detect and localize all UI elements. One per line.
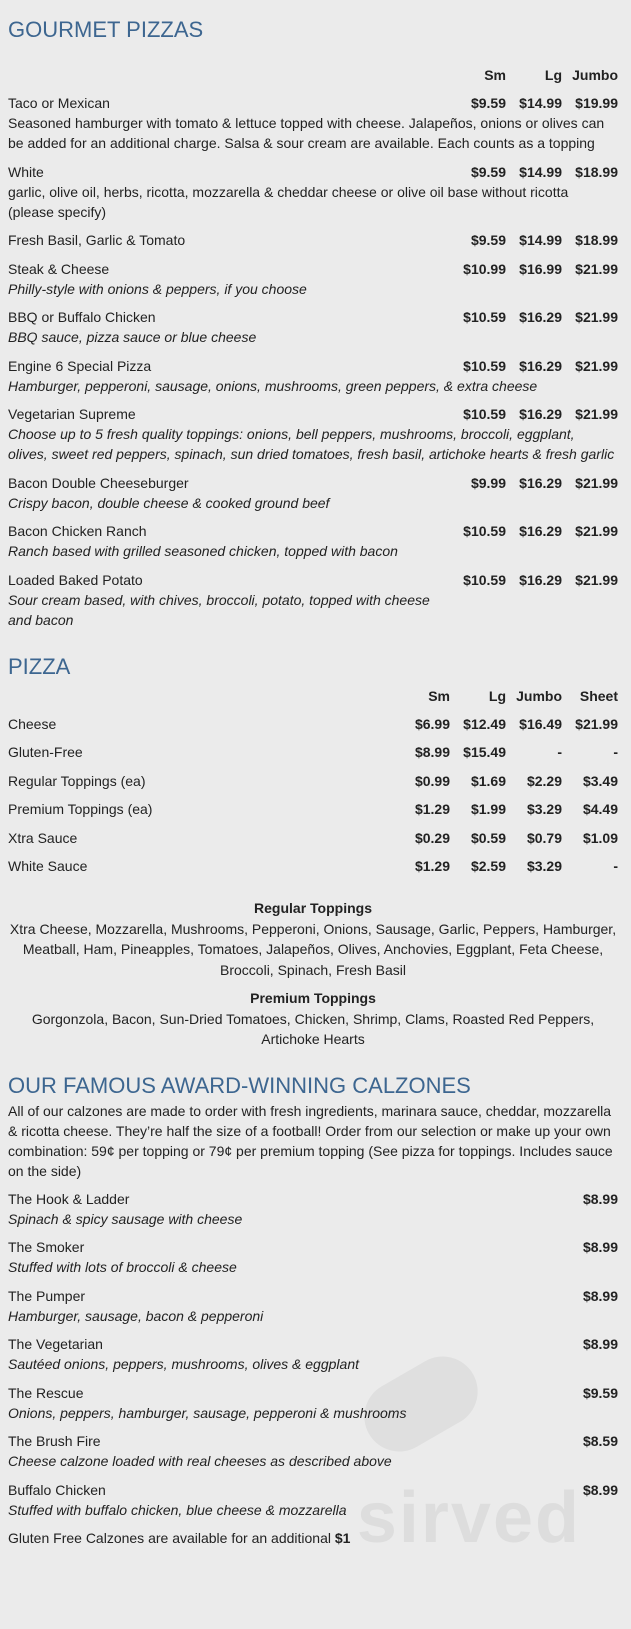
menu-item [8,473,618,513]
item-name: The Hook & Ladder [8,1190,130,1207]
item-description: Onions, peppers, hamburger, sausage, pepperoni & mushrooms [8,1404,407,1421]
item-row [8,799,618,819]
col-sheet: Sheet [579,687,618,704]
item-price: $1.09 [582,829,618,846]
item-price: $8.99 [582,1190,618,1207]
item-price: $16.29 [519,523,562,539]
menu-item [8,521,618,561]
item-row [8,230,618,250]
item-price: $8.99 [414,744,450,760]
item-row [8,771,618,791]
col-lg: Lg [488,687,506,704]
item-price: $21.99 [575,309,618,325]
item-price: $15.49 [463,744,506,760]
menu-item [8,742,618,762]
menu-item [8,259,618,299]
item-description: garlic, olive oil, herbs, ricotta, mozzarella & cheddar cheese or olive oil base without ricotta (please specify) [8,183,569,220]
item-name: BBQ or Buffalo Chicken [8,309,156,325]
item-price: $16.29 [519,571,562,588]
item-price: $8.99 [582,1287,618,1304]
item-price: $3.29 [526,801,562,817]
menu-item [8,404,618,464]
item-name: The Smoker [8,1239,85,1255]
item-price: $10.59 [463,309,506,325]
item-price: $14.99 [519,95,562,111]
item-price: $0.99 [414,772,450,789]
menu-item [8,570,618,630]
menu-item [8,356,618,396]
item-name: Cheese [8,715,57,732]
item-row [8,1286,618,1306]
item-price: $21.99 [575,474,618,491]
item-row [8,521,618,541]
premium-toppings [8,988,618,1050]
item-price: $21.99 [575,715,618,732]
menu-item [8,307,618,347]
item-price: - [613,744,618,760]
item-name: The Pumper [8,1287,86,1304]
item-row [8,1383,618,1403]
item-name: White [8,163,44,180]
pizza-heading: PIZZA [8,653,71,679]
regular-toppings-list: Xtra Cheese, Mozzarella, Mushrooms, Pepperoni, Onions, Sausage, Garlic, Peppers, Hamburger, Meatball, Ham, Pineapples, Tomatoes, Jalapeños, Olives, Anchovies, Eggplant, Feta Cheese, Broccoli, Spinach, Fresh Basil [9,920,617,978]
item-name: Buffalo Chicken [8,1481,106,1498]
item-price: - [557,744,562,760]
item-row [8,473,618,493]
menu-item [8,1431,618,1471]
item-name: Engine 6 Special Pizza [8,357,152,374]
item-price: $8.99 [582,1239,618,1255]
item-description: Philly-style with onions & peppers, if you choose [8,280,307,297]
item-name: Loaded Baked Potato [8,571,143,588]
menu-item [8,799,618,819]
item-description: Stuffed with lots of broccoli & cheese [8,1259,237,1275]
item-price: $21.99 [575,523,618,539]
item-price: $3.29 [526,858,562,874]
item-price: $6.99 [414,715,450,732]
watermark: sirved [356,1478,581,1558]
item-price: $21.99 [575,406,618,422]
item-description: BBQ sauce, pizza sauce or blue cheese [8,329,257,345]
item-price: $21.99 [575,571,618,588]
gourmet-list [8,93,618,630]
item-description: Seasoned hamburger with tomato & lettuce topped with cheese. Jalapeños, onions or olives can be added for an additional charge. Salsa & sour cream are available. Each counts as a topping [8,115,605,151]
item-description: Ranch based with grilled seasoned chicken, topped with bacon [8,543,398,559]
item-name: Gluten-Free [8,744,83,760]
item-name: The Brush Fire [8,1433,101,1449]
item-description: Spinach & spicy sausage with cheese [8,1210,243,1227]
item-price: $19.99 [575,95,618,111]
item-name: Bacon Chicken Ranch [8,523,147,539]
item-price: $8.99 [582,1336,618,1352]
gourmet-column-headers [8,65,618,85]
item-name: Steak & Cheese [8,260,110,277]
menu-item [8,93,618,153]
item-name: The Rescue [8,1384,84,1401]
item-price: $14.99 [519,163,562,180]
item-price: $4.49 [582,801,618,817]
item-row [8,570,618,590]
item-description: Sour cream based, with chives, broccoli, potato, topped with cheese and bacon [8,591,430,628]
item-price: $10.59 [463,406,506,422]
item-price: $9.59 [470,95,506,111]
pizza-column-headers [8,686,618,706]
item-price: $9.59 [470,232,506,248]
regular-toppings [8,898,618,980]
col-jumbo: Jumbo [516,687,562,704]
item-row [8,1189,618,1209]
item-description: Choose up to 5 fresh quality toppings: onions, bell peppers, mushrooms, broccoli, eggplant, olives, sweet red peppers, spinach, sun dried tomatoes, fresh basil, artichoke hearts & fresh garlic [8,426,615,462]
regular-toppings-title: Regular Toppings [254,900,372,916]
item-name: Fresh Basil, Garlic & Tomato [8,232,186,248]
col-lg: Lg [544,67,562,83]
item-description: Hamburger, pepperoni, sausage, onions, mushrooms, green peppers, & extra cheese [8,377,538,394]
menu-item [8,1189,618,1229]
menu-item [8,1334,618,1374]
col-sm: Sm [428,687,450,704]
menu-item [8,856,618,876]
item-price: $0.79 [526,829,562,846]
item-name: Vegetarian Supreme [8,406,136,422]
item-description: Stuffed with buffalo chicken, blue cheese & mozzarella [8,1501,347,1518]
item-name: Premium Toppings (ea) [8,801,153,817]
menu-item [8,1383,618,1423]
item-price: $10.99 [463,260,506,277]
item-description: Cheese calzone loaded with real cheeses as described above [8,1453,392,1469]
calzone-list [8,1189,618,1520]
item-price: $10.59 [463,357,506,374]
menu-item [8,1286,618,1326]
menu-item [8,162,618,222]
item-description: Sautéed onions, peppers, mushrooms, olives & eggplant [8,1356,359,1372]
item-price: $1.99 [470,801,506,817]
item-price: $9.59 [470,163,506,180]
item-price: $16.99 [519,260,562,277]
item-row [8,742,618,762]
item-row [8,714,618,734]
premium-toppings-title: Premium Toppings [250,990,376,1006]
calzones-intro: All of our calzones are made to order with fresh ingredients, marinara sauce, cheddar, mozzarella & ricotta cheese. They’re half the size of a football! Order from our selection or make up your own combination: 59¢ per topping or 79¢ per premium topping (See pizza for toppings. Includes sauce on the side) [8,1102,613,1179]
item-description: Hamburger, sausage, bacon & pepperoni [8,1307,264,1324]
item-price: - [613,858,618,874]
menu [0,16,631,1548]
item-name: The Vegetarian [8,1336,103,1352]
item-price: $0.59 [470,829,506,846]
item-name: Bacon Double Cheeseburger [8,474,189,491]
menu-item [8,771,618,791]
item-price: $0.29 [414,829,450,846]
col-jumbo: Jumbo [572,67,618,83]
pizza-list [8,714,618,877]
item-price: $21.99 [575,260,618,277]
item-price: $8.59 [582,1433,618,1449]
menu-item [8,1237,618,1277]
item-price: $18.99 [575,163,618,180]
note-price: $1 [334,1530,351,1546]
menu-item [8,714,618,734]
item-row [8,828,618,848]
item-price: $10.59 [463,571,506,588]
item-name: Taco or Mexican [8,95,110,111]
item-row [8,404,618,424]
item-price: $18.99 [575,232,618,248]
premium-toppings-list: Gorgonzola, Bacon, Sun-Dried Tomatoes, Chicken, Shrimp, Clams, Roasted Red Peppers, Artichoke Hearts [31,1010,595,1047]
menu-item [8,230,618,250]
col-sm: Sm [484,67,506,83]
item-name: Xtra Sauce [8,829,78,846]
item-price: $1.69 [470,772,506,789]
item-row [8,1237,618,1257]
item-price: $2.59 [470,858,506,874]
item-row [8,93,618,113]
item-price: $9.99 [470,474,506,491]
item-price: $12.49 [463,715,506,732]
item-row [8,856,618,876]
item-row [8,1431,618,1451]
item-price: $8.99 [582,1481,618,1498]
item-name: Regular Toppings (ea) [8,772,146,789]
item-price: $16.49 [519,715,562,732]
item-price: $3.49 [582,772,618,789]
item-row [8,162,618,182]
item-price: $1.29 [414,801,450,817]
item-row [8,259,618,279]
item-price: $1.29 [414,858,450,874]
item-price: $10.59 [463,523,506,539]
menu-item [8,828,618,848]
item-price: $16.29 [519,357,562,374]
calzones-heading: OUR FAMOUS AWARD-WINNING CALZONES [8,1072,471,1098]
gourmet-heading: GOURMET PIZZAS [8,17,204,42]
item-name: White Sauce [8,858,88,874]
item-price: $2.29 [526,772,562,789]
item-description: Crispy bacon, double cheese & cooked ground beef [8,494,330,511]
item-price: $16.29 [519,406,562,422]
item-row [8,307,618,327]
item-price: $21.99 [575,357,618,374]
item-price: $14.99 [519,232,562,248]
note-text: Gluten Free Calzones are available for an additional [8,1530,331,1546]
item-price: $16.29 [519,474,562,491]
item-row [8,1334,618,1354]
item-price: $9.59 [582,1384,618,1401]
item-price: $16.29 [519,309,562,325]
item-row [8,356,618,376]
